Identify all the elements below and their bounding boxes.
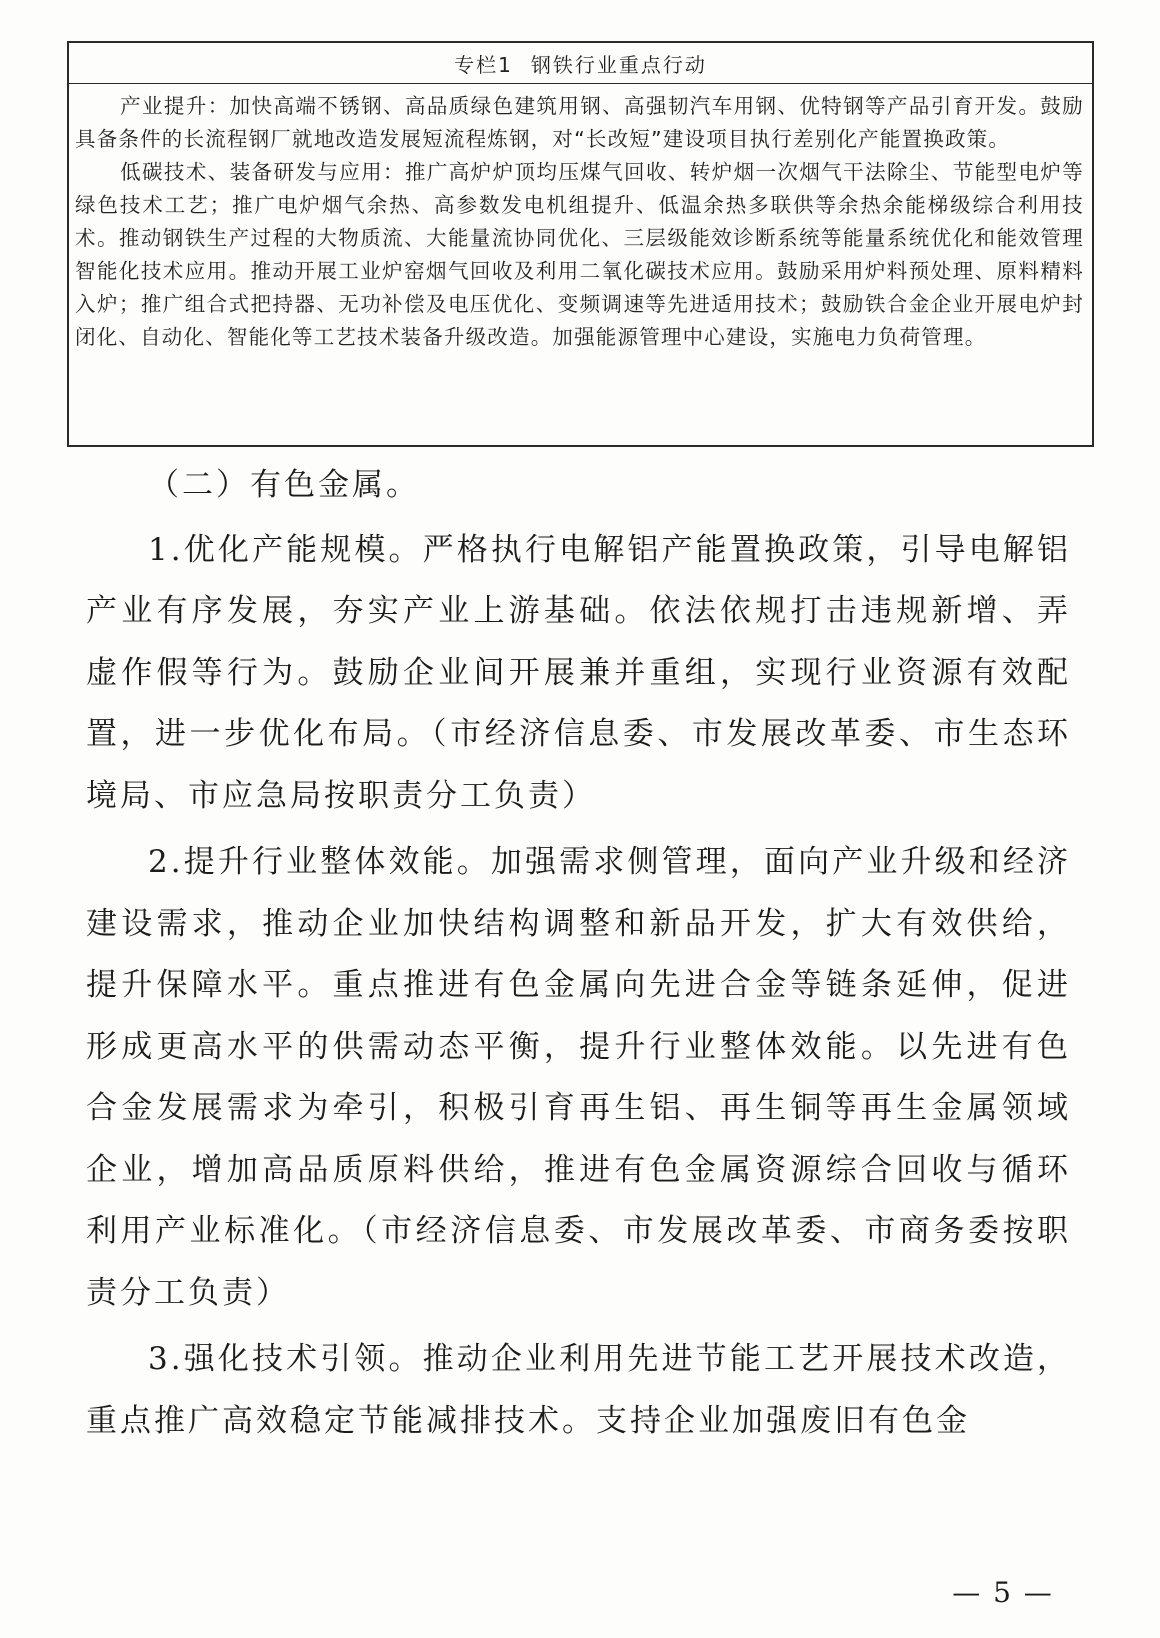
body-text bbox=[86, 455, 1071, 1457]
column-paragraph: 产业提升：加快高端不锈钢、高品质绿色建筑用钢、高强韧汽车用钢、优特钢等产品引育开发。鼓励具备条件的长流程钢厂就地改造发展短流程炼钢，对“长改短”建设项目执行差别化产能置换政策。 bbox=[75, 94, 1084, 151]
column-body bbox=[69, 84, 1092, 354]
column-title-text: 钢铁行业重点行动 bbox=[530, 52, 707, 77]
body-paragraph: 3.强化技术引领。推动企业利用先进节能工艺开展技术改造，重点推广高效稳定节能减排技术。支持企业加强废旧有色金 bbox=[86, 1341, 1071, 1439]
column-title-label: 专栏1 bbox=[454, 52, 513, 77]
column-box bbox=[67, 41, 1094, 447]
body-paragraph: 2.提升行业整体效能。加强需求侧管理，面向产业升级和经济建设需求，推动企业加快结构调整和新品开发，扩大有效供给，提升保障水平。重点推进有色金属向先进合金等链条延伸，促进形成更高水平的供需动态平衡，提升行业整体效能。以先进有色合金发展需求为牵引，积极引育再生铝、再生铜等再生金属领域企业，增加高品质原料供给，推进有色金属资源综合回收与循环利用产业标准化。（市经济信息委、市发展改革委、市商务委按职责分工负责） bbox=[86, 844, 1071, 1311]
page-number: — 5 — bbox=[952, 1576, 1054, 1609]
column-title bbox=[69, 43, 1092, 84]
body-paragraph: 1.优化产能规模。严格执行电解铝产能置换政策，引导电解铝产业有序发展，夯实产业上游基础。依法依规打击违规新增、弄虚作假等行为。鼓励企业间开展兼并重组，实现行业资源有效配置，进一步优化布局。（市经济信息委、市发展改革委、市生态环境局、市应急局按职责分工负责） bbox=[86, 531, 1071, 814]
section-heading: （二）有色金属。 bbox=[148, 467, 420, 503]
column-paragraph: 低碳技术、装备研发与应用：推广高炉炉顶均压煤气回收、转炉烟一次烟气干法除尘、节能型电炉等绿色技术工艺；推广电炉烟气余热、高参数发电机组提升、低温余热多联供等余热余能梯级综合利用技术。推动钢铁生产过程的大物质流、大能量流协同优化、三层级能效诊断系统等能量系统优化和能效管理智能化技术应用。推动开展工业炉窑烟气回收及利用二氧化碳技术应用。鼓励采用炉料预处理、原料精料入炉；推广组合式把持器、无功补偿及电压优化、变频调速等先进适用技术；鼓励铁合金企业开展电炉封闭化、自动化、智能化等工艺技术装备升级改造。加强能源管理中心建设，实施电力负荷管理。 bbox=[75, 160, 1084, 349]
